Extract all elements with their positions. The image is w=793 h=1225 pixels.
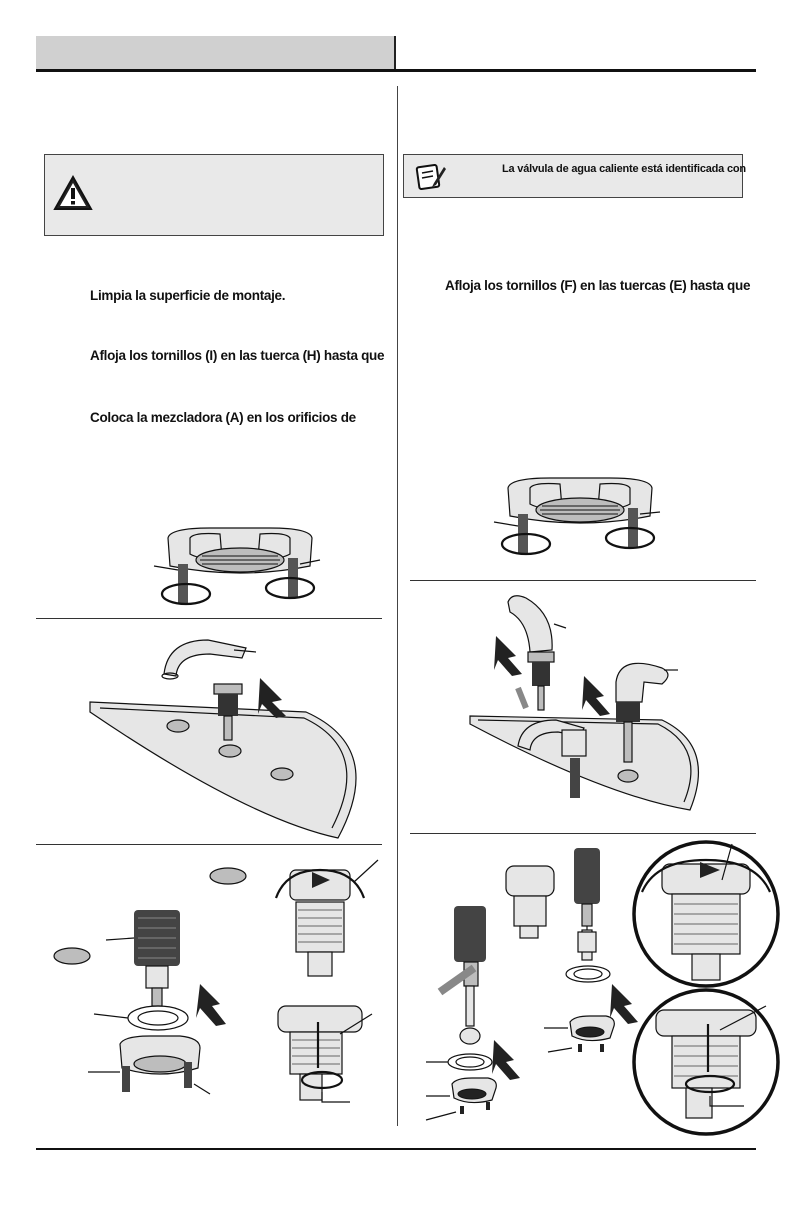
warning-box	[44, 154, 384, 236]
spout-installation-illustration	[86, 628, 386, 838]
step-text-left-1: Limpia la superficie de montaje.	[90, 288, 286, 303]
header-rule	[36, 69, 756, 72]
footer-rule	[36, 1148, 756, 1150]
handle-installation-illustration	[466, 590, 756, 820]
note-text: La válvula de agua caliente está identificada con	[502, 163, 746, 175]
column-divider	[397, 86, 398, 1126]
mounting-nut-illustration	[150, 524, 330, 614]
header-divider	[394, 36, 396, 70]
valve-assembly-illustration	[50, 858, 380, 1118]
step-text-left-3: Coloca la mezcladora (A) en los orificios de	[90, 410, 356, 425]
section-rule	[36, 618, 382, 619]
valve-assembly-illustration	[410, 840, 793, 1140]
header-bar	[36, 36, 394, 70]
section-rule	[410, 580, 756, 581]
note-box	[403, 154, 743, 198]
note-pencil-icon	[416, 161, 446, 191]
warning-triangle-icon	[53, 175, 93, 211]
section-rule	[36, 844, 382, 845]
step-text-right-1: Afloja los tornillos (F) en las tuercas (E) hasta que	[445, 278, 751, 293]
section-rule	[410, 833, 756, 834]
mounting-nut-illustration	[490, 474, 670, 564]
step-text-left-2: Afloja los tornillos (I) en las tuerca (H) hasta que	[90, 348, 385, 363]
